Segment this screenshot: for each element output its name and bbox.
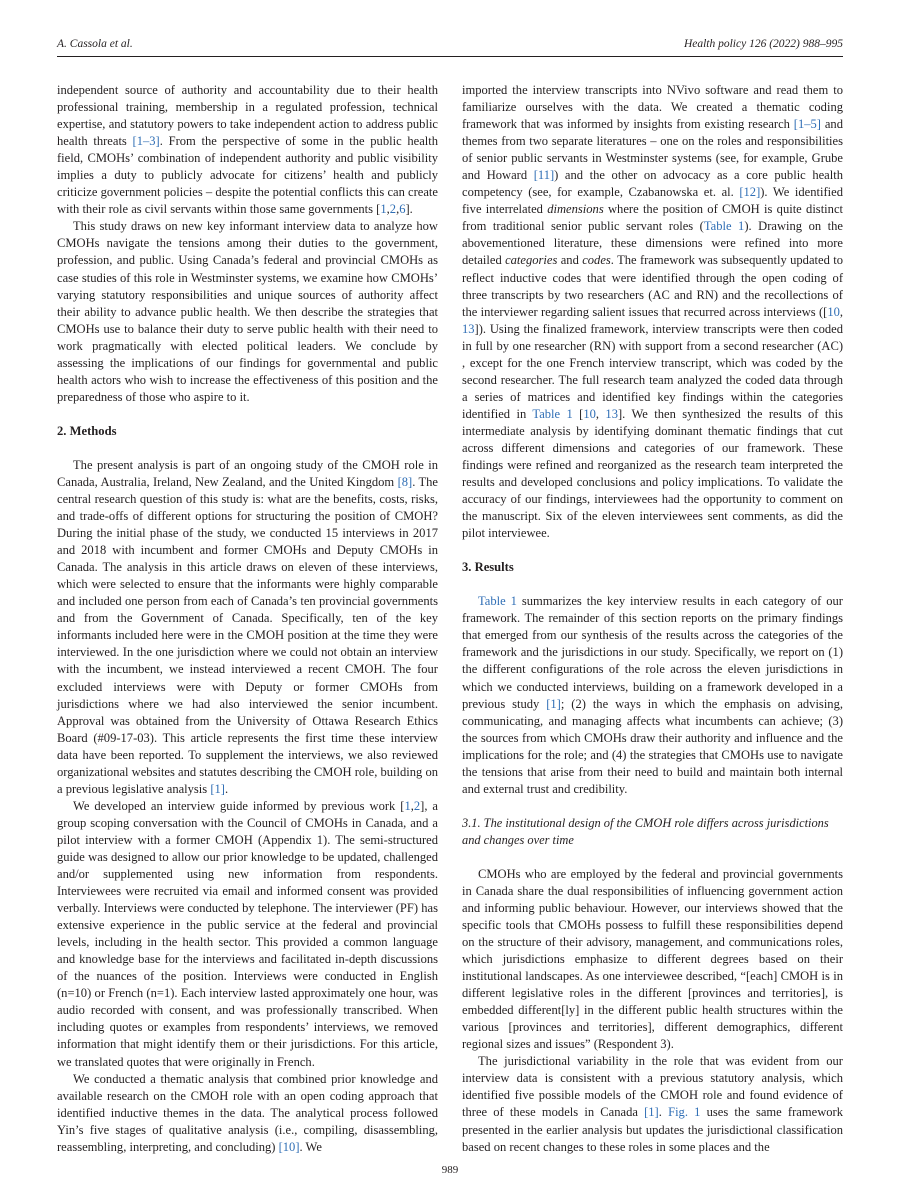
table-link[interactable]: Table 1 [478,594,517,609]
citation-link[interactable]: [1–5] [793,117,821,132]
paragraph-3-1-b: The jurisdictional variability in the role that was evident from our interview data is consistent with a previous statutory analysis, which identified five possible models of the CMOH role and found evidence of three of these models in Canada [1]. Fig. 1 uses the same framework presented in the earlier analysis but updates the jurisdictional classification based on recent changes to these roles in some places and the [462,1054,843,1154]
paragraph-methods-3: We conducted a thematic analysis that combined prior knowledge and available research on the CMOH role with an open coding approach that identified inductive themes in the data. The analytical process followed Yin’s five stages of qualitative analysis (i.e., compiling, disassembling, reassembling, interpreting, and concluding) [10]. We [57,1071,438,1154]
citation-link[interactable]: 6 [399,202,406,217]
citation-link[interactable]: [12] [739,185,761,200]
page-number: 989 [441,1164,459,1176]
section-heading-results: 3. Results [462,560,514,575]
running-header-journal: Health policy 126 (2022) 988–995 [683,38,843,50]
table-link[interactable]: Table 1 [703,219,745,234]
figure-link[interactable]: Fig. 1 [668,1105,701,1120]
paragraph-3-1-a: CMOHs who are employed by the federal and provincial governments in Canada share the dual responsibilities of influencing government action and informing public behaviour. However, our interviews showed that the specific tools that CMOHs possess to fulfill these responsibilities depend on the structure of their advisory, management, and communications roles, which jurisdictions emphasize to different degrees based on their institutional landscapes. As one interviewee described, “[each] CMOH is in different legislative roles in the different [provinces and territories], is embedded different[ly] in the different public health structures within the various [provinces and territories], different demographics, different regional sizes and issues” (Respondent 3). [462,866,843,1052]
section-heading-methods: 2. Methods [57,423,117,438]
citation-link[interactable]: [10] [278,1139,300,1154]
header-rule [57,56,843,57]
subsection-heading-3-1: 3.1. The institutional design of the CMOH role differs across jurisdictions and changes over time [462,815,829,847]
citation-link[interactable]: [1] [644,1105,659,1120]
paragraph-methods-2: We developed an interview guide informed by previous work [1,2], a group scoping conversation with the Council of CMOHs in Canada, and a pilot interview with a former CMOH (Appendix 1). The semi-structured guide was designed to allow our prior knowledge to be updated, challenged and/or supplemented using new information from respondents. Interviewees were recruited via email and informed consent was provided verbally. Interviews were conducted by telephone. The interviewer (PF) has extensive experience in the public service at the federal and provincial levels, including in the health sector. This provided a common language and knowledge base for the interviews and facilitated in-depth discussions of the nuances of the position. Interviews were conducted in English (n=10) or French (n=1). Each interview lasted approximately one hour, was audio recorded with consent, and was professionally transcribed. When including quotes or examples from respondents’ interviews, we removed information that might identify them or their jurisdictions. For this article, we translated quotes that were originally in French. [57,798,438,1069]
citation-link[interactable]: 2 [389,202,397,217]
running-header-authors: A. Cassola et al. [57,38,133,50]
citation-link[interactable]: 2 [413,798,421,813]
citation-link[interactable]: 10 [583,406,596,421]
citation-link[interactable]: 13 [462,321,475,336]
citation-link[interactable]: 1 [404,798,411,813]
citation-link[interactable]: [11] [533,168,555,183]
paragraph-intro-continued: independent source of authority and accountability due to their health professional training, membership in a regulated profession, technical expertise, and statutory powers to take independent action to address public health threats [1–3]. From the perspective of some in the public health field, CMOHs’ combination of independent authority and public visibility implies a duty to publicly advocate for citizens’ health and publicly criticize government policies – despite the potential conflicts this can create with their role as civil servants within those same governments [1,2,6]. [57,83,439,217]
citation-link[interactable]: 1 [380,202,387,217]
paragraph-results-1: Table 1 summarizes the key interview results in each category of our framework. The remainder of this section reports on the primary findings that emerged from our synthesis of the results across the categories of the framework and the jurisdictions in our study. Specifically, we report on (1) the different configurations of the role across the eleven jurisdictions in which we conducted interviews, building on a framework developed in a previous study [1]; (2) the ways in which the emphasis on advising, communicating, and managing affects what incumbents can achieve; (3) the sources from which CMOHs draw their authority and influence and the implications for the role; and (4) the strategies that CMOHs use to navigate the tensions that arise from their need to build and maintain both internal and external trust and credibility. [462,594,843,796]
paragraph-methods-continued: imported the interview transcripts into NVivo software and read them to familiarize ourselves with the data. We created a thematic coding framework that was informed by insights from existing research [1–5] and themes from two separate literatures – one on the roles and responsibilities of senior public servants in Westminster systems (see, for example, Grube and Howard [11]) and the other on advocacy as a core public health competency (see, for example, Czabanowska et. al. [12]). We identified five interrelated dimensions where the position of CMOH is quite distinct from traditional senior public servant roles (Table 1). Drawing on the abovementioned literature, these dimensions were refined into more detailed categories and codes. The framework was subsequently updated to reflect inductive codes that were identified through the open coding of three transcripts by two researchers (AC and RN) and the recollections of the interviewer regarding salient issues that recurred across interviews ([10, 13]). Using the finalized framework, interview transcripts were then coded in full by one researcher (RN) with support from a second researcher (AC) , except for the one French interview transcript, which was coded by the second researcher. The full research team analyzed the coded data through a series of matrices and identified key findings within the categories identified in Table 1 [10, 13]. We then synthesized the results of this intermediate analysis by identifying dominant thematic findings that cut across different dimensions and categories of our framework. These findings were refined and reorganized as the research team interpreted the results and developed conclusions and policy implications. To validate the accuracy of our findings, interviewees had the opportunity to comment on the manuscript. Six of the eleven interviewees sent comments, as did the pilot interviewee. [462,83,843,541]
citation-link[interactable]: 10 [827,304,840,319]
paragraph-study-overview: This study draws on new key informant interview data to analyze how CMOHs navigate the tensions among their duties to the government, profession, and public. Using Canada’s federal and provincial CMOHs as case studies of this role in Westminster systems, we examine how CMOHs’ varying statutory responsibilities and unique sources of authority affect their ability to advance public health. We then describe the strategies that CMOHs use to balance their duty to serve public health with their need to work pragmatically with elected political leaders. We conclude by assessing the implications of our findings for governmental and public health actors who wish to increase the effectiveness of this position and the preparedness of those who aspire to it. [57,219,438,404]
table-link[interactable]: Table 1 [532,406,573,421]
citation-link[interactable]: [1] [546,696,561,711]
citation-link[interactable]: [1] [210,781,225,796]
right-column [462,82,843,1156]
paragraph-methods-1: The present analysis is part of an ongoing study of the CMOH role in Canada, Australia, Ireland, New Zealand, and the United Kingdom [8]. The central research question of this study is: what are the benefits, costs, risks, and trade-offs of different options for structuring the position of CMOH? During the initial phase of the study, we conducted 15 interviews in 2017 and 2018 with incumbent and former CMOHs and Deputy CMOHs in Canada. The analysis in this article draws on eleven of these interviews, which were selected to ensure that the informants were highly comparable and included one person from each of Canada’s ten provincial governments and from the Government of Canada. Specifically, ten of the key informants included here were in the CMOH position at the time they were interviewed. In the one jurisdiction where we could not obtain an interview with the incumbent, we instead interviewed a recent CMOH. The four excluded interviews were with Deputy or former CMOHs from jurisdictions where we had also interviewed the senior incumbent. Approval was obtained from the University of Ottawa Research Ethics Board (#09-17-03). This article represents the first time these interview data have been reported. To supplement the interviews, we also reviewed organizational websites and statutes describing the CMOH role, building on a previous legislative analysis [1]. [57,457,439,796]
left-column [57,82,438,1156]
citation-link[interactable]: [1–3] [132,134,160,149]
citation-link[interactable]: 13 [605,406,618,421]
citation-link[interactable]: [8] [397,474,413,489]
